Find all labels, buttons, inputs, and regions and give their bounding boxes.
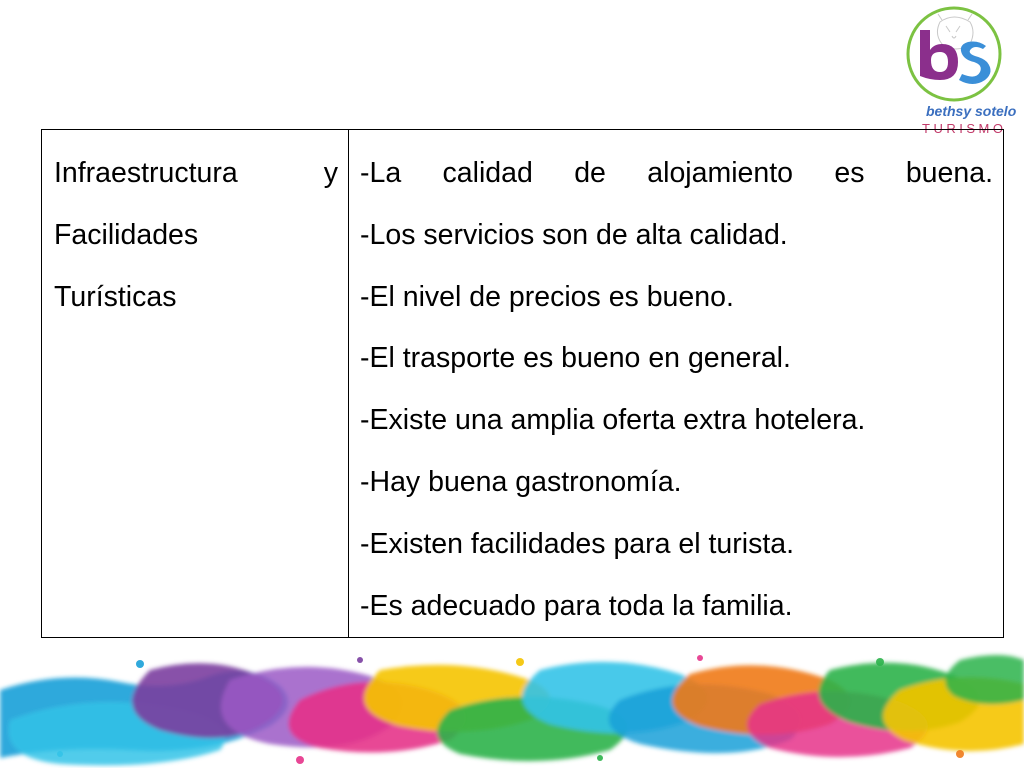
list-item: -El trasporte es bueno en general. [360,342,791,375]
content-table [41,129,1004,638]
items-cell [349,130,1004,638]
logo-brand-name: bethsy sotelo [926,103,1017,119]
logo-tagline: TURISMO [922,121,1007,136]
list-item: -Los servicios son de alta calidad. [360,218,788,251]
paint-splash-graphic [0,650,1024,768]
list-item: -Existe una amplia oferta extra hotelera. [360,404,866,437]
list-item: -La calidad de alojamiento es buena. [360,157,993,189]
list-item: -El nivel de precios es bueno. [360,280,734,313]
paint-splash-banner [0,650,1024,768]
category-line: Facilidades [54,218,199,251]
logo-graphic [900,2,1024,136]
category-line: Turísticas [54,280,177,313]
table-row [42,130,1004,638]
category-line: Infraestructura y [54,157,338,189]
list-item: -Existen facilidades para el turista. [360,527,795,560]
brand-logo [900,2,1024,136]
list-item: -Hay buena gastronomía. [360,465,682,498]
category-cell [42,130,349,638]
list-item: -Es adecuado para toda la familia. [360,589,793,622]
